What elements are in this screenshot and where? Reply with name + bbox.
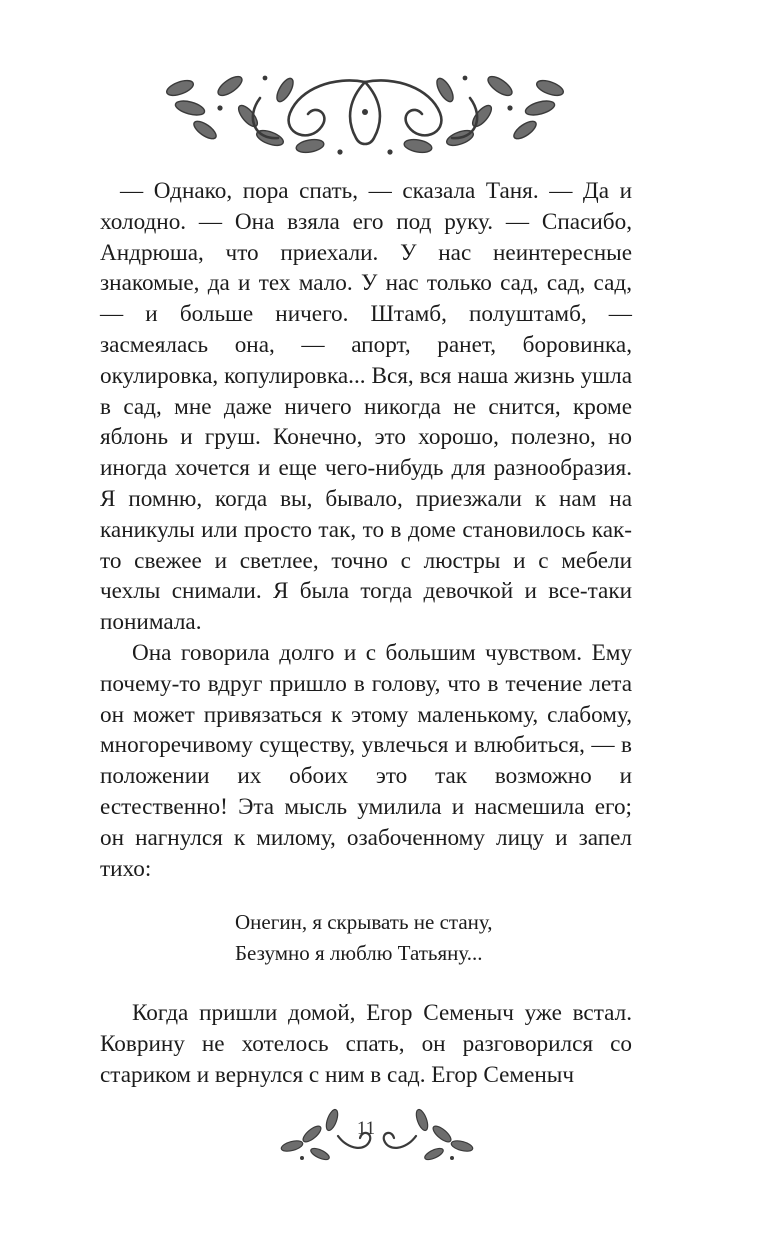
- floral-header-ornament: [160, 68, 570, 160]
- body-text: [100, 176, 632, 1091]
- poem-line: Онегин, я скрывать не стану,: [235, 910, 493, 935]
- paragraph: Когда пришли домой, Егор Семеныч уже встал. Коврину не хотелось спать, он разговорился со стариком и вернулся с ним в сад. Егор Семеныч: [100, 1000, 632, 1088]
- paragraph: Она говорила долго и с большим чувством. Ему почему-то вдруг пришло в голову, что в течение лета он может привязаться к этому маленькому, слабому, многоречивому существу, увлечься и влюбиться, — в положении их обоих это так возможно и естественно! Эта мысль умилила и насмешила его; он нагнулся к милому, озабоченному лицу и запел тихо:: [100, 639, 632, 882]
- poem-line: Безумно я люблю Татьяну...: [235, 941, 483, 966]
- paragraph: — Однако, пора спать, — сказала Таня. — Да и холодно. — Она взяла его под руку. — Спасибо, Андрюша, что приехали. У нас неинтересные знакомые, да и тех мало. У нас только сад, сад, сад, — и больше ничего. Штамб, полуштамб, — засмеялась она, — апорт, ранет, боровинка, окулировка, копулировка... Вся, вся наша жизнь ушла в сад, мне даже ничего никогда не снится, кроме яблонь и груш. Конечно, это хорошо, полезно, но иногда хочется и еще чего-нибудь для разнообразия. Я помню, когда вы, бывало, приезжали к нам на каникулы или просто так, то в доме становилось как-то свежее и светлее, точно с люстры и с мебели чехлы снимали. Я была тогда девочкой и все-таки понимала.: [100, 178, 632, 636]
- poem-quote: [100, 907, 632, 969]
- page-number: 11: [356, 1118, 376, 1139]
